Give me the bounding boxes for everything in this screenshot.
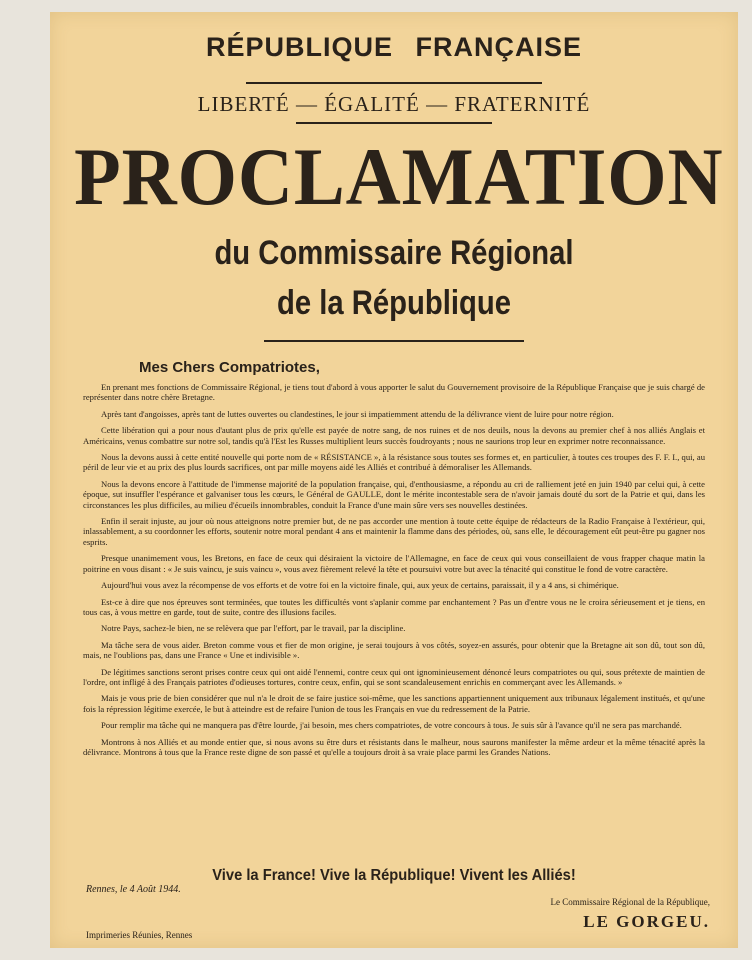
paragraph: Enfin il serait injuste, au jour où nous atteignons notre premier but, de ne pas accorder une mention à toute cette équipe de rédacteurs de la Radio Française à l'extérieur, qui, inlassablement, a su coordonner les efforts, soutenir notre moral pendant 4 ans et maintenir la flamme dans des périodes, où, sans elle, le découragement eût peut-être pu gagner nos esprits. <box>83 516 705 547</box>
paragraph: Après tant d'angoisses, après tant de luttes ouvertes ou clandestines, le jour si impatiemment attendu de la délivrance vient de luire pour notre région. <box>101 408 614 419</box>
paragraph: De légitimes sanctions seront prises contre ceux qui ont aidé l'ennemi, contre ceux qui ont ignominieusement dénoncé leurs compatriotes ou qui, sous prétexte de maintien de l'ordre, ont infligé à des Français patriotes d'odieuses tortures, contre ceux, enfin, qui se sont scandaleusement enrichis en commerçant avec les Allemands. » <box>83 666 705 687</box>
paragraph: En prenant mes fonctions de Commissaire Régional, je tiens tout d'abord à vous apporter le salut du Gouvernement provisoire de la République Française que je suis chargé de représenter dans notre chère Bretagne. <box>83 382 705 403</box>
motto: LIBERTÉ — ÉGALITÉ — FRATERNITÉ <box>197 92 591 116</box>
paragraph: Presque unanimement vous, les Bretons, en face de ceux qui désiraient la victoire de l'Allemagne, en face de ceux qui vous conseillaient de vous frapper chaque matin la poitrine en vous disant : « Je suis vaincu, je suis vaincu », vous avez fièrement relevé la tête et poursuivi votre but avec la ténacité qui constitue le fond de votre caractère. <box>83 553 705 574</box>
title-rule <box>264 340 524 342</box>
header-rule <box>246 82 542 84</box>
paragraph: Notre Pays, sachez-le bien, ne se relèvera que par l'effort, par le travail, par la discipline. <box>101 623 406 634</box>
greeting: Mes Chers Compatriotes, <box>139 359 320 376</box>
paragraph: Nous la devons aussi à cette entité nouvelle qui porte nom de « RÉSISTANCE », à la résistance sous toutes ses formes et, en particulier, à toutes ces troupes des F. F. I., qui, au péril de leur vie et au prix des plus lourds sacrifices, ont par mille moyens aidé les Alliés et contribué à démoraliser les Allemands. <box>83 452 705 473</box>
subtitle-line-1: du Commissaire Régional <box>214 234 574 272</box>
proclamation-poster <box>50 12 738 948</box>
paragraph: Est-ce à dire que nos épreuves sont terminées, que toutes les difficultés vont s'aplanir comme par enchantement ? Pas un d'entre vous ne le croira sérieusement et je tiens, en tous cas, à vous mettre en garde, tout de suite, contre des illusions faciles. <box>83 596 705 617</box>
proclamation-body <box>83 382 705 763</box>
signatory-name: LE GORGEU. <box>583 912 710 931</box>
republic-heading: RÉPUBLIQUE FRANÇAISE <box>205 32 583 62</box>
paragraph: Cette libération qui a pour nous d'autant plus de prix qu'elle est payée de notre sang, de nos ruines et de nos deuils, nous la devons au premier chef à nos alliés Anglais et Américains, venus combattre sur notre sol, tandis qu'à l'Est les Russes multiplient leurs succès foudroyants ; nous ne saurions trop leur en exprimer notre reconnaissance. <box>83 425 705 446</box>
paragraph: Aujourd'hui vous avez la récompense de vos efforts et de votre foi en la victoire finale, qui, aux yeux de certains, paraissait, il y a 4 ans, si chimérique. <box>101 580 619 591</box>
paragraph: Pour remplir ma tâche qui ne manquera pas d'être lourde, j'ai besoin, mes chers compatriotes, de votre concours à tous. Je suis sûr à l'avance qu'il ne sera pas marchandé. <box>101 720 682 731</box>
place-date: Rennes, le 4 Août 1944. <box>86 884 181 895</box>
proclamation-title: PROCLAMATION <box>74 131 724 222</box>
subtitle-line-2: de la République <box>277 284 511 322</box>
signatory-title: Le Commissaire Régional de la République, <box>550 897 710 907</box>
paragraph: Nous la devons encore à l'attitude de l'immense majorité de la population française, qui, d'enthousiasme, a répondu au cri de ralliement jeté en juin 1940 par celui qui, à cette époque, sut insuffler l'espérance et galvaniser tous les cœurs, le Général de GAULLE, dont le mérite incontestable sera de n'avoir jamais douté du sort de la Patrie et qui, dans les circonstances les plus difficiles, au milieu d'écueils innombrables, conduit la France d'une main sûre vers ses nouvelles destinées. <box>83 478 705 510</box>
motto-rule <box>296 122 492 124</box>
paragraph: Ma tâche sera de vous aider. Breton comme vous et fier de mon origine, je serai toujours à vos côtés, soyez-en assurés, pour obtenir que la Bretagne ait son dû, tout son dû, mais, ne l'oublions pas, dans une France « Une et indivisible ». <box>83 639 705 661</box>
closing-cry: Vive la France! Vive la République! Vivent les Alliés! <box>212 867 576 884</box>
paragraph: Montrons à nos Alliés et au monde entier que, si nous avons su être durs et résistants dans le malheur, nous saurons manifester la même ardeur et la même ténacité après la délivrance. Montrons à tous que la France reste digne de son passé et qu'elle a toujours droit à sa vraie place parmi les Grandes Nations. <box>83 736 705 757</box>
printer-credit: Imprimeries Réunies, Rennes <box>86 930 193 940</box>
paragraph: Mais je vous prie de bien considérer que nul n'a le droit de se faire justice soi-même, que les sanctions appartiennent uniquement aux tribunaux légalement institués, et qu'une fois la répression légitime exercée, le but à atteindre est de refaire l'union de tous les Français en vue du redressement de la Patrie. <box>83 693 705 714</box>
